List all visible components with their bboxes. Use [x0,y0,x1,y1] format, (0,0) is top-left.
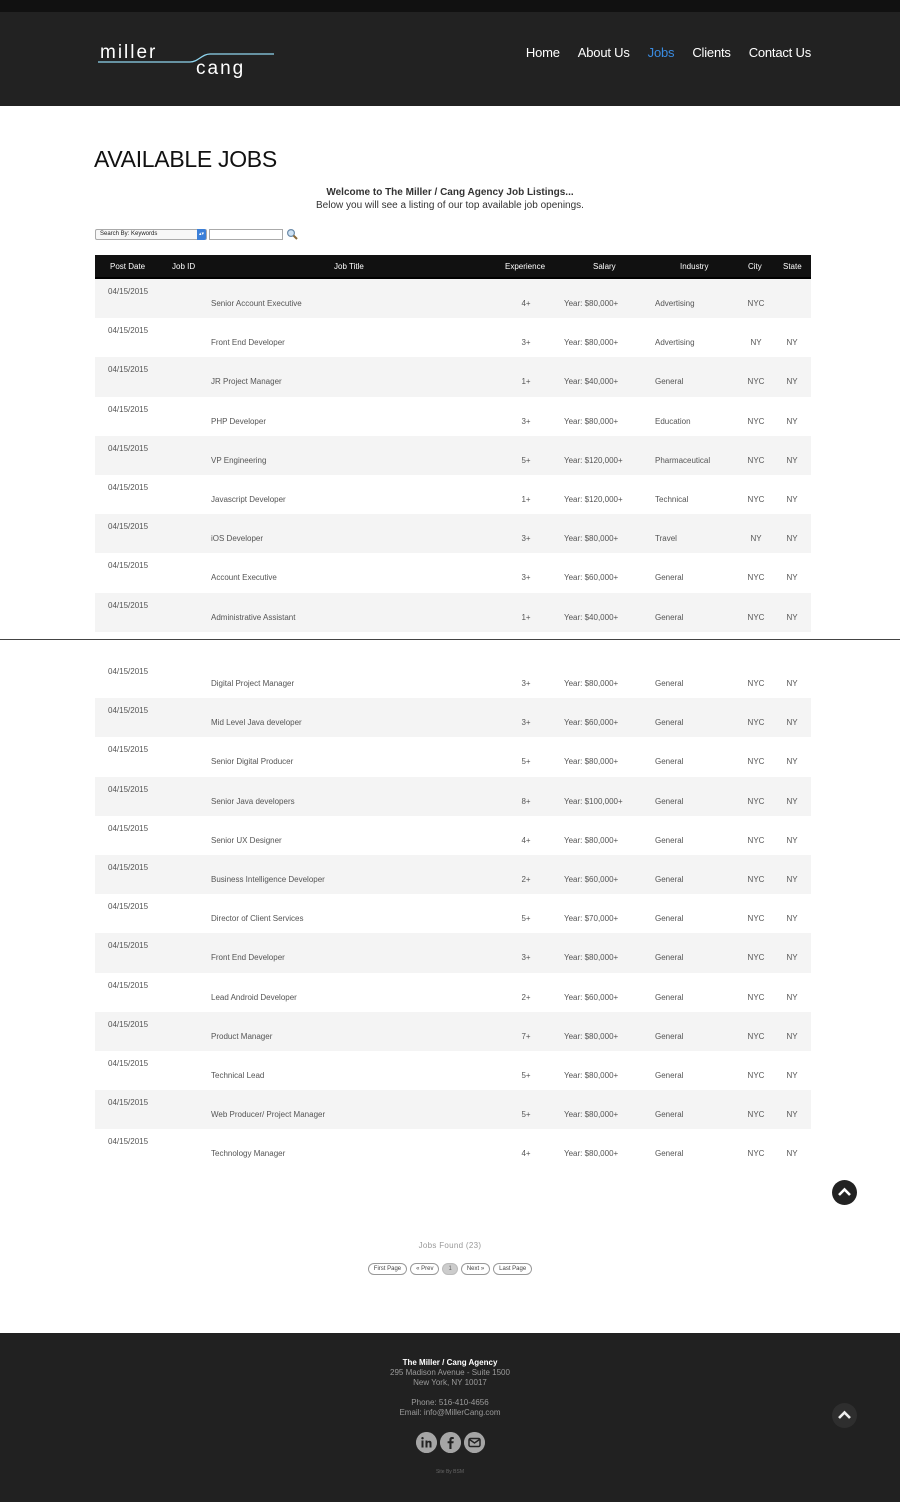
post-date-cell: 04/15/2015 [108,1098,149,1108]
industry-cell: Technical [655,494,689,504]
experience-cell-text: 4+ [521,1149,531,1159]
social-links [0,1432,900,1453]
city-cell-text: NYC [747,718,765,728]
table-row[interactable] [95,855,811,894]
job-title-cell[interactable]: Mid Level Java developer [211,718,302,728]
job-title-cell[interactable]: Product Manager [211,1031,273,1041]
industry-cell: General [655,679,684,688]
state-cell-text: NY [786,718,798,728]
city-cell-text: NYC [747,416,765,426]
capture-seam [0,639,900,640]
state-cell-text: NY [786,416,798,426]
state-cell-text: NY [786,1149,798,1159]
state-cell-text: NY [786,874,798,884]
site-logo[interactable] [98,40,278,80]
salary-cell: Year: $70,000+ [564,914,619,924]
table-row[interactable] [95,279,811,318]
post-date-cell: 04/15/2015 [108,745,149,755]
industry-cell: Education [655,416,691,426]
city-cell-text: NYC [747,992,765,1002]
industry-cell: General [655,914,684,924]
salary-cell: Year: $80,000+ [564,1110,619,1120]
experience-cell-text: 5+ [521,1110,531,1120]
welcome-subtext: Below you will see a listing of our top available job openings. [316,200,584,211]
experience-cell-text: 1+ [521,612,531,622]
experience-cell-text: 2+ [521,874,531,884]
table-row[interactable] [95,659,811,698]
industry-cell: General [655,1070,684,1080]
salary-cell: Year: $60,000+ [564,718,619,728]
job-title-cell[interactable]: iOS Developer [211,534,264,544]
salary-cell: Year: $80,000+ [564,416,619,426]
salary-cell: Year: $80,000+ [564,757,619,767]
industry-cell: General [655,757,684,767]
table-row[interactable] [95,894,811,933]
table-row[interactable] [95,436,811,475]
experience-cell-text: 1+ [521,377,531,387]
table-row[interactable] [95,737,811,776]
city-cell-text: NYC [747,835,765,845]
city-cell-text: NYC [747,494,765,504]
city-cell-text: NYC [747,679,765,688]
welcome-heading: Welcome to The Miller / Cang Agency Job Listings... [326,187,574,198]
select-arrows-icon: ▴▾ [197,229,206,240]
post-date-cell: 04/15/2015 [108,941,149,951]
search-bar [95,228,298,240]
experience-cell-text: 4+ [521,835,531,845]
job-title-cell[interactable]: Javascript Developer [211,494,286,504]
industry-cell: Advertising [655,299,695,308]
job-title-cell[interactable]: Web Producer/ Project Manager [211,1110,326,1120]
city-cell-text: NYC [747,874,765,884]
post-date-cell: 04/15/2015 [108,1058,149,1068]
table-row[interactable] [95,357,811,396]
experience-cell-text: 3+ [521,573,531,583]
table-row[interactable] [95,973,811,1012]
table-row[interactable] [95,397,811,436]
col-state[interactable]: State [783,262,802,271]
nav-clients[interactable]: Clients [692,45,731,60]
experience-cell-text: 3+ [521,416,531,426]
city-cell-text: NYC [747,377,765,387]
table-row[interactable] [95,1129,811,1168]
main-nav [526,45,811,60]
city-cell-text: NYC [747,1110,765,1120]
industry-cell: General [655,612,684,622]
nav-about-us[interactable]: About Us [577,45,630,60]
post-date-cell: 04/15/2015 [108,784,149,794]
job-title-cell[interactable]: Administrative Assistant [211,612,296,622]
chevron-up-icon [839,1413,850,1419]
city-cell-text: NYC [747,1031,765,1041]
job-title-cell[interactable]: Senior Account Executive [211,299,302,308]
col-salary[interactable]: Salary [593,262,616,271]
city-cell-text: NYC [747,757,765,767]
pagination [0,1263,900,1275]
industry-cell: General [655,718,684,728]
job-title-cell[interactable]: Senior Java developers [211,796,295,806]
table-row[interactable] [95,698,811,737]
job-title-cell[interactable]: Technology Manager [211,1149,286,1159]
col-job-id[interactable]: Job ID [172,262,196,271]
logo-text-cang: cang [196,58,246,79]
nav-contact-us[interactable]: Contact Us [748,45,811,60]
search-by-value: Search By: Keywords [100,230,158,237]
next-page-button[interactable]: Next » [461,1263,490,1275]
state-cell-text: NY [786,1031,798,1041]
industry-cell: General [655,992,684,1002]
city-cell-text: NYC [747,953,765,963]
post-date-cell: 04/15/2015 [108,443,149,453]
post-date-cell: 04/15/2015 [108,823,149,833]
salary-cell: Year: $60,000+ [564,573,619,583]
prev-page-button[interactable]: « Prev [410,1263,439,1275]
state-cell-text: NY [786,1070,798,1080]
search-by-select[interactable] [95,229,207,240]
experience-cell-text: 5+ [521,1070,531,1080]
state-cell-text: NY [786,573,798,583]
job-title-cell[interactable]: VP Engineering [211,455,267,465]
post-date-cell: 04/15/2015 [108,482,149,492]
state-cell-text: NY [786,1110,798,1120]
nav-jobs[interactable]: Jobs [647,45,675,60]
salary-cell: Year: $60,000+ [564,874,619,884]
salary-cell: Year: $80,000+ [564,1070,619,1080]
city-cell-text: NYC [747,1070,765,1080]
first-page-button[interactable]: First Page [368,1263,407,1275]
industry-cell: General [655,796,684,806]
post-date-cell: 04/15/2015 [108,522,149,532]
col-experience[interactable]: Experience [505,262,546,271]
city-cell-text: NYC [747,455,765,465]
job-title-cell[interactable]: PHP Developer [211,416,266,426]
col-city[interactable]: City [748,262,762,271]
industry-cell: General [655,1149,684,1159]
welcome-message [0,186,900,212]
state-cell-text: NY [786,534,798,544]
post-date-cell: 04/15/2015 [108,862,149,872]
search-icon[interactable] [286,228,298,240]
site-credit[interactable]: Site By BSM [435,1469,465,1475]
salary-cell: Year: $60,000+ [564,992,619,1002]
post-date-cell: 04/15/2015 [108,706,149,716]
city-cell-text: NYC [747,299,765,308]
post-date-cell: 04/15/2015 [108,600,149,610]
salary-cell: Year: $40,000+ [564,612,619,622]
col-post-date[interactable]: Post Date [110,262,146,271]
salary-cell: Year: $80,000+ [564,1149,619,1159]
industry-cell: Travel [655,534,677,544]
job-title-cell[interactable]: Senior UX Designer [211,835,282,845]
post-date-cell: 04/15/2015 [108,326,149,336]
jobs-table [95,255,811,632]
industry-cell: General [655,377,684,387]
job-title-cell[interactable]: Front End Developer [211,338,285,348]
experience-cell-text: 8+ [521,796,531,806]
city-cell-text: NY [750,534,762,544]
page-title: AVAILABLE JOBS [94,146,277,172]
job-title-cell[interactable]: Business Intelligence Developer [211,874,325,884]
post-date-cell: 04/15/2015 [108,561,149,571]
experience-cell-text: 7+ [521,1031,531,1041]
post-date-cell: 04/15/2015 [108,667,149,676]
salary-cell: Year: $80,000+ [564,679,619,688]
experience-cell-text: 5+ [521,757,531,767]
salary-cell: Year: $120,000+ [564,455,623,465]
salary-cell: Year: $80,000+ [564,835,619,845]
state-cell-text: NY [786,992,798,1002]
experience-cell-text: 2+ [521,992,531,1002]
city-cell-text: NYC [747,612,765,622]
industry-cell: Pharmaceutical [655,455,711,465]
city-cell-text: NYC [747,796,765,806]
job-title-cell[interactable]: Lead Android Developer [211,992,297,1002]
chevron-up-icon [839,1190,850,1196]
experience-cell-text: 3+ [521,534,531,544]
state-cell-text: NY [786,835,798,845]
state-cell-text: NY [786,953,798,963]
table-row[interactable] [95,1051,811,1090]
table-row[interactable] [95,318,811,357]
table-row[interactable] [95,816,811,855]
footer-email[interactable]: Email: info@MillerCang.com [399,1408,501,1417]
footer-back-to-top-button[interactable] [832,1403,857,1428]
post-date-cell: 04/15/2015 [108,404,149,414]
table-row[interactable] [95,553,811,592]
search-input[interactable] [209,229,283,240]
table-row[interactable] [95,1012,811,1051]
industry-cell: General [655,835,684,845]
state-cell-text: NY [786,612,798,622]
salary-cell: Year: $80,000+ [564,299,619,308]
table-row[interactable] [95,933,811,972]
city-cell-text: NY [750,338,762,348]
post-date-cell: 04/15/2015 [108,287,149,296]
state-cell-text: NY [786,494,798,504]
table-row[interactable] [95,777,811,816]
state-cell-text: NY [786,679,798,688]
industry-cell: Advertising [655,338,695,348]
post-date-cell: 04/15/2015 [108,1019,149,1029]
post-date-cell: 04/15/2015 [108,365,149,375]
job-title-cell[interactable]: Digital Project Manager [211,679,295,688]
industry-cell: General [655,874,684,884]
experience-cell-text: 3+ [521,718,531,728]
table-body-bottom [95,659,811,1168]
top-strip [0,0,900,12]
city-cell-text: NYC [747,573,765,583]
experience-cell-text: 3+ [521,953,531,963]
experience-cell-text: 1+ [521,494,531,504]
table-header [95,255,811,279]
current-page[interactable]: 1 [442,1263,457,1275]
salary-cell: Year: $40,000+ [564,377,619,387]
job-title-cell[interactable]: Technical Lead [211,1070,265,1080]
table-row[interactable] [95,514,811,553]
post-date-cell: 04/15/2015 [108,902,149,912]
city-cell-text: NYC [747,914,765,924]
salary-cell: Year: $120,000+ [564,494,623,504]
table-body-top [95,279,811,632]
post-date-cell: 04/15/2015 [108,980,149,990]
state-cell-text: NY [786,377,798,387]
salary-cell: Year: $80,000+ [564,1031,619,1041]
col-job-title[interactable]: Job Title [334,262,364,271]
state-cell-text: NY [786,455,798,465]
col-industry[interactable]: Industry [680,262,709,271]
table-row[interactable] [95,475,811,514]
jobs-table-continued [95,659,811,1168]
footer-phone: Phone: 516-410-4656 [411,1398,489,1407]
salary-cell: Year: $80,000+ [564,953,619,963]
job-title-cell[interactable]: Director of Client Services [211,914,304,924]
footer-address-2: New York, NY 10017 [413,1378,487,1387]
nav-home[interactable]: Home [525,45,560,60]
experience-cell-text: 3+ [521,679,531,688]
state-cell-text: NY [786,914,798,924]
table-row[interactable] [95,593,811,632]
site-header [0,12,900,106]
footer-address-1: 295 Madison Avenue - Suite 1500 [390,1368,510,1377]
job-title-cell[interactable]: Account Executive [211,573,277,583]
email-icon[interactable] [464,1432,485,1453]
experience-cell-text: 5+ [521,914,531,924]
salary-cell: Year: $80,000+ [564,338,619,348]
post-date-cell: 04/15/2015 [108,1137,149,1147]
last-page-button[interactable]: Last Page [493,1263,532,1275]
industry-cell: General [655,573,684,583]
experience-cell-text: 5+ [521,455,531,465]
job-title-cell[interactable]: Senior Digital Producer [211,757,294,767]
experience-cell-text: 3+ [521,338,531,348]
footer-contact [0,1358,900,1418]
salary-cell: Year: $80,000+ [564,534,619,544]
footer-company-name: The Miller / Cang Agency [402,1358,498,1367]
table-row[interactable] [95,1090,811,1129]
job-title-cell[interactable]: Front End Developer [211,953,285,963]
facebook-icon[interactable] [440,1432,461,1453]
industry-cell: General [655,1031,684,1041]
industry-cell: General [655,1110,684,1120]
state-cell-text: NY [786,796,798,806]
salary-cell: Year: $100,000+ [564,796,623,806]
linkedin-icon[interactable] [416,1432,437,1453]
state-cell-text: NY [786,338,798,348]
industry-cell: General [655,953,684,963]
back-to-top-button[interactable] [832,1180,857,1205]
experience-cell-text: 4+ [521,299,531,308]
state-cell-text: NY [786,757,798,767]
city-cell-text: NYC [747,1149,765,1159]
logo-text-miller: miller [100,42,158,63]
job-title-cell[interactable]: JR Project Manager [211,377,282,387]
jobs-found-count: Jobs Found (23) [418,1241,482,1250]
